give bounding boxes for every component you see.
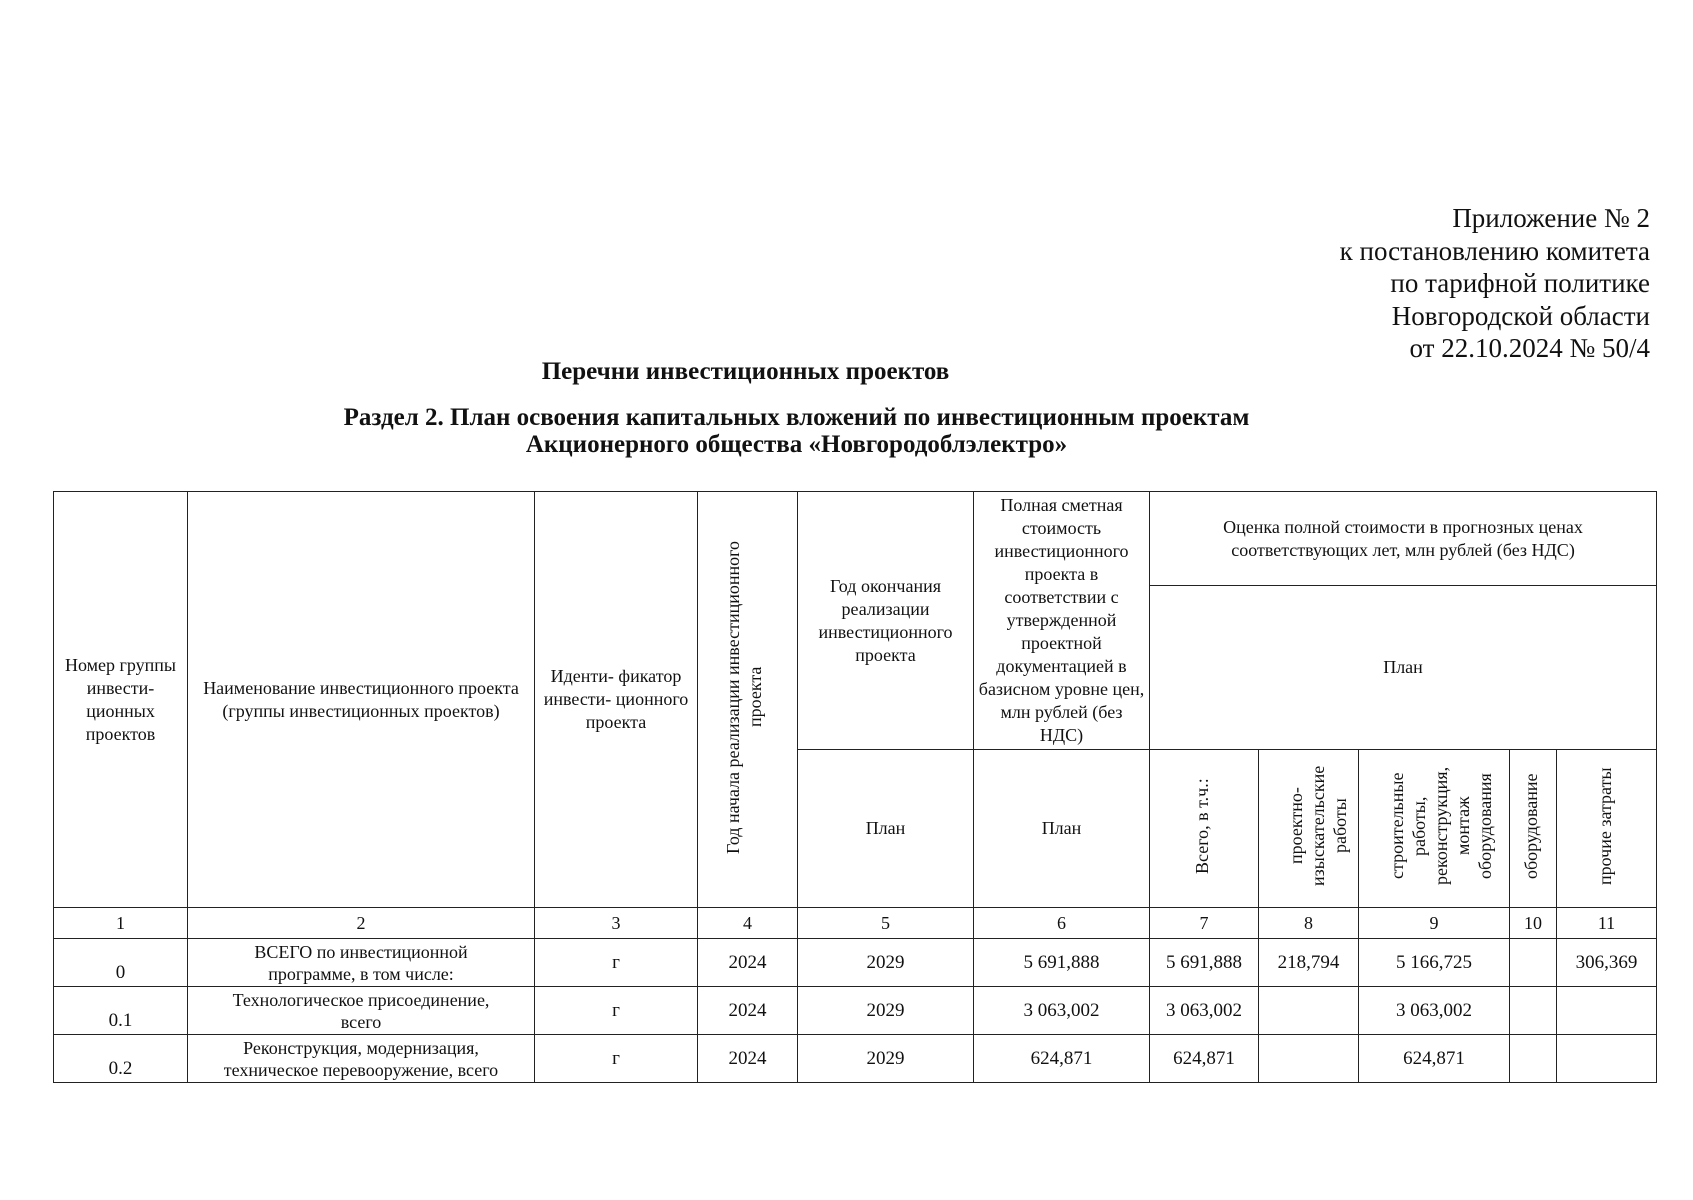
column-number: 3 [535,908,698,939]
section-title-line-2: Акционерного общества «Новгородоблэлектро» [525,431,1068,458]
row-total: 624,871 [1150,1035,1259,1083]
row-name-line-2: программе, в том числе: [268,963,454,984]
row-end-year: 2029 [798,1035,974,1083]
row-full-cost: 624,871 [974,1035,1150,1083]
row-name-line-2: техническое перевооружение, всего [223,1059,499,1080]
row-equipment [1510,939,1557,987]
row-full-cost: 5 691,888 [974,939,1150,987]
column-number: 8 [1259,908,1359,939]
header-equipment-cell [1510,750,1557,908]
row-design: 218,794 [1259,939,1359,987]
row-total: 5 691,888 [1150,939,1259,987]
row-name [188,939,535,987]
column-number: 9 [1359,908,1510,939]
row-name [188,1035,535,1083]
appendix-block [1340,202,1650,365]
appendix-line-3: по тарифной политике [1390,268,1650,298]
row-construction: 5 166,725 [1359,939,1510,987]
column-number: 10 [1510,908,1557,939]
column-number: 5 [798,908,974,939]
header-plan-col5: План [798,750,974,908]
row-group: 0.2 [54,1035,188,1083]
row-equipment [1510,987,1557,1035]
header-equipment: оборудование [1521,772,1541,879]
row-group: 0 [54,939,188,987]
header-plan: План [1150,586,1657,750]
header-construction-cell [1359,750,1510,908]
header-design-cell [1259,750,1359,908]
header-estimate: Оценка полной стоимости в прогнозных ценах соответствующих лет, млн рублей (без НДС) [1150,492,1657,586]
row-start-year: 2024 [698,939,798,987]
row-other: 306,369 [1557,939,1657,987]
investment-plan-table [53,491,1657,1083]
section-title-line-1: Раздел 2. План освоения капитальных вложений по инвестиционным проектам [343,404,1250,431]
header-design-works: проектно- изыскательские работы [1285,765,1350,886]
header-construction-works: строительные работы, реконструкция, монтаж оборудования [1387,766,1495,885]
column-number: 7 [1150,908,1259,939]
row-name-line-1: ВСЕГО по инвестиционной [254,941,468,962]
row-full-cost: 3 063,002 [974,987,1150,1035]
row-design [1259,1035,1359,1083]
header-identifier: Иденти- фикатор инвести- ционного проекта [535,492,698,908]
row-name [188,987,535,1035]
appendix-line-2: к постановлению комитета [1339,235,1650,266]
appendix-line-1: Приложение № 2 [1452,203,1650,233]
table-row [54,987,1657,1035]
header-full-cost: Полная сметная стоимость инвестиционного проекта в соответствии с утвержденной проектной документацией в базисном уровне цен, млн рублей (без НДС) [974,492,1150,750]
document-title: Перечни инвестиционных проектов [541,358,950,385]
row-end-year: 2029 [798,987,974,1035]
header-other-cell [1557,750,1657,908]
column-number: 4 [698,908,798,939]
row-name-line-2: всего [340,1011,382,1032]
row-start-year: 2024 [698,987,798,1035]
column-number: 6 [974,908,1150,939]
header-start-year-cell [698,492,798,908]
header-end-year: Год окончания реализации инвестиционного проекта [798,492,974,750]
header-project-name: Наименование инвестиционного проекта (группы инвестиционных проектов) [188,492,535,908]
header-other-costs: прочие затраты [1594,766,1615,885]
header-plan-col6: План [974,750,1150,908]
header-start-year: Год начала реализации инвестиционного проекта [722,539,765,854]
row-identifier: г [535,987,698,1035]
table-row [54,939,1657,987]
row-name-line-1: Реконструкция, модернизация, [243,1037,479,1058]
header-group-number: Номер группы инвести- ционных проектов [54,492,188,908]
header-total-cell [1150,750,1259,908]
row-total: 3 063,002 [1150,987,1259,1035]
column-number: 2 [188,908,535,939]
header-row-1 [54,492,1657,586]
row-design [1259,987,1359,1035]
row-start-year: 2024 [698,1035,798,1083]
row-name-line-1: Технологическое присоединение, [232,989,490,1010]
row-end-year: 2029 [798,939,974,987]
appendix-line-5: от 22.10.2024 № 50/4 [1409,333,1650,363]
row-group: 0.1 [54,987,188,1035]
column-number: 1 [54,908,188,939]
row-identifier: г [535,1035,698,1083]
row-other [1557,1035,1657,1083]
row-identifier: г [535,939,698,987]
column-number-row [54,908,1657,939]
row-construction: 624,871 [1359,1035,1510,1083]
row-other [1557,987,1657,1035]
column-number: 11 [1557,908,1657,939]
row-construction: 3 063,002 [1359,987,1510,1035]
header-total-incl: Всего, в т.ч.: [1192,777,1212,874]
row-equipment [1510,1035,1557,1083]
table-row [54,1035,1657,1083]
appendix-line-4: Новгородской области [1391,300,1650,331]
